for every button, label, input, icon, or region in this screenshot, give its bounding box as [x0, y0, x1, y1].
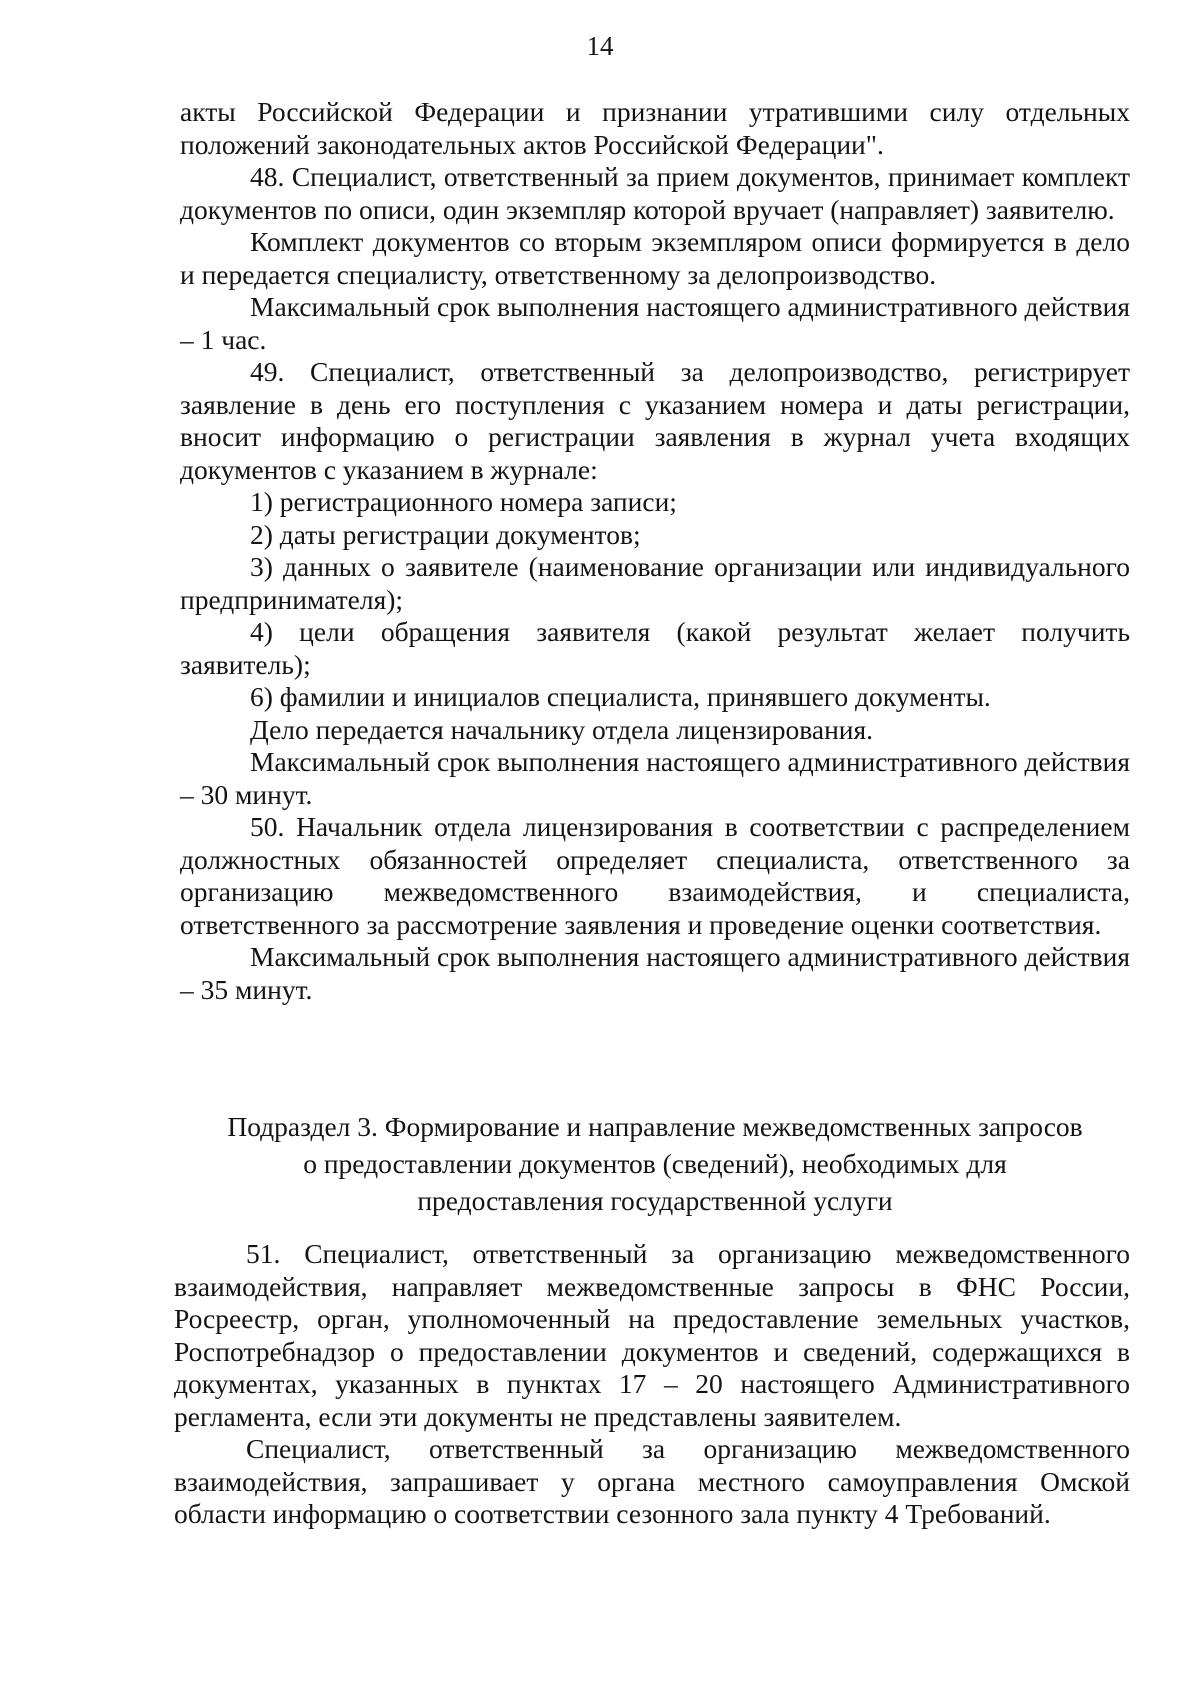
paragraph-continuation: акты Российской Федерации и признании утратившими силу отдельных положений законодательных актов Российской Федерации".	[180, 96, 1130, 160]
heading-line: Подраздел 3. Формирование и направление межведомственных запросов	[227, 1111, 1083, 1142]
list-item: 3) данных о заявителе (наименование организации или индивидуального предпринимателя);	[180, 551, 1130, 615]
paragraph-49: 49. Специалист, ответственный за делопроизводство, регистрирует заявление в день его поступления с указанием номера и даты регистрации, вносит информацию о регистрации заявления в журнал учета входящих документов с указанием в журнале:	[180, 356, 1130, 485]
paragraph-50: 50. Начальник отдела лицензирования в соответствии с распределением должностных обязанностей определяет специалиста, ответственного за организацию межведомственного взаимодействия, и специалиста, ответственного за рассмотрение заявления и проведение оценки соответствия.	[180, 811, 1130, 940]
paragraph: Комплект документов со вторым экземпляром описи формируется в дело и передается специалисту, ответственному за делопроизводство.	[180, 226, 1130, 290]
paragraph-max-term: Максимальный срок выполнения настоящего административного действия – 35 минут.	[180, 941, 1130, 1005]
list-item: 1) регистрационного номера записи;	[250, 486, 677, 517]
heading-line: предоставления государственной услуги	[417, 1185, 893, 1216]
list-item: 2) даты регистрации документов;	[250, 518, 641, 550]
paragraph: Специалист, ответственный за организацию межведомственного взаимодействия, запрашивает у органа местного самоуправления Омской области информацию о соответствии сезонного зала пункту 4 Требований.	[174, 1433, 1130, 1529]
paragraph-51: 51. Специалист, ответственный за организацию межведомственного взаимодействия, направляет межведомственные запросы в ФНС России, Росреестр, орган, уполномоченный на предоставление земельных участков, Роспотребнадзор о предоставлении документов и сведений, содержащихся в документах, указанных в пунктах 17 – 20 настоящего Административного регламента, если эти документы не представлены заявителем.	[174, 1238, 1130, 1432]
list-item: 4) цели обращения заявителя (какой результат желает получить заявитель);	[180, 616, 1130, 680]
paragraph-max-term: Максимальный срок выполнения настоящего административного действия – 30 минут.	[180, 746, 1130, 810]
subsection-heading	[180, 1108, 1130, 1219]
paragraph-48: 48. Специалист, ответственный за прием документов, принимает комплект документов по описи, один экземпляр которой вручает (направляет) заявителю.	[180, 161, 1130, 225]
page-number: 14	[586, 31, 614, 61]
paragraph-max-term: Максимальный срок выполнения настоящего административного действия – 1 час.	[180, 291, 1130, 355]
document-body-continued	[174, 1238, 1130, 1531]
list-item: 6) фамилии и инициалов специалиста, принявшего документы.	[250, 681, 991, 712]
paragraph: Дело передается начальнику отдела лицензирования.	[250, 713, 874, 745]
heading-line: о предоставлении документов (сведений), необходимых для	[303, 1148, 1007, 1179]
document-body	[180, 96, 1130, 1006]
